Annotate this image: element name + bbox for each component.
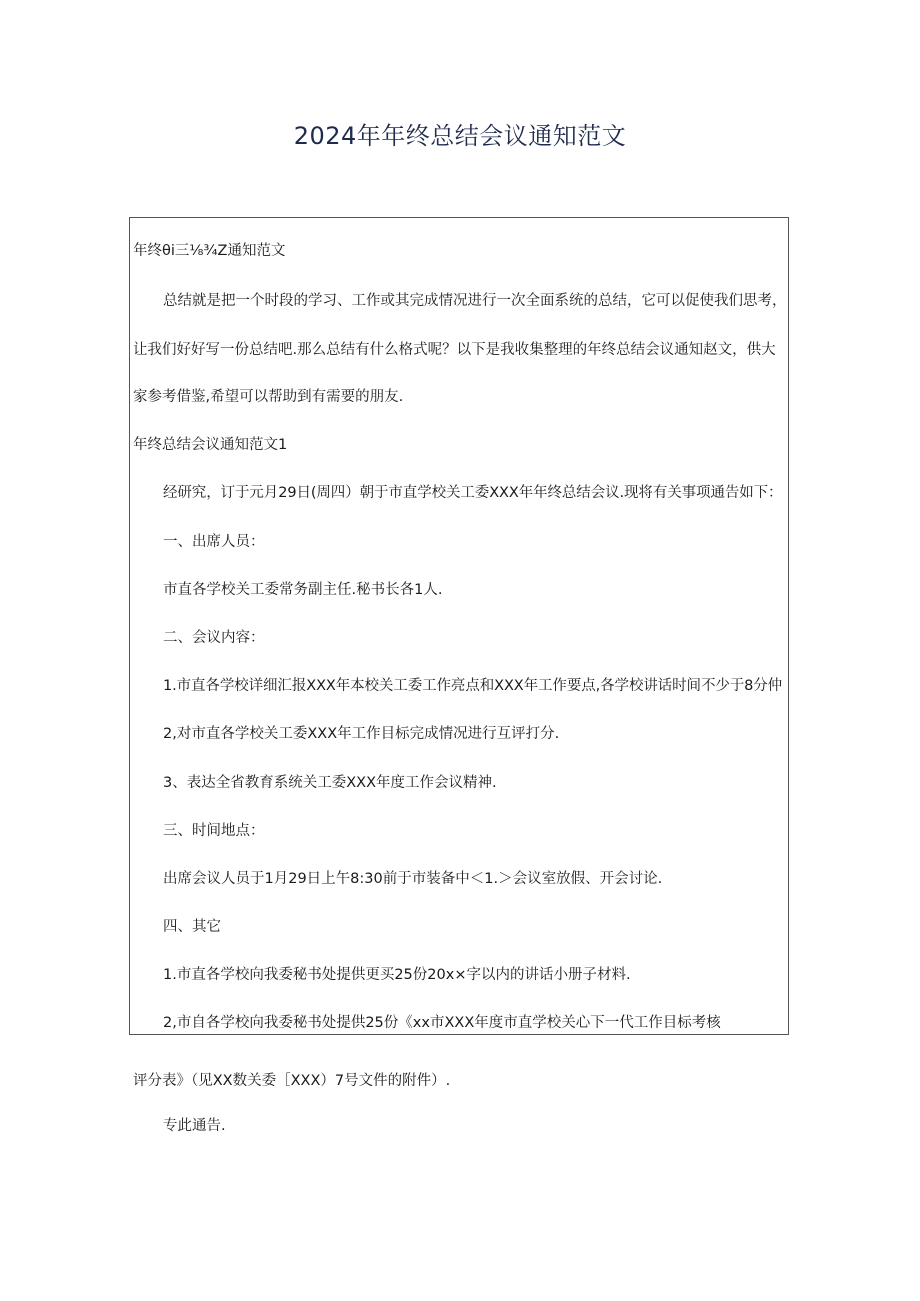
- agenda-item-1: 1.市直各学校详细汇报XXX年本校关工委工作亮点和XXX年工作要点,各学校讲话时间不少于8分仲: [163, 678, 783, 694]
- intro-paragraph-line-2: 让我们好好写一份总结吧.那么总结有什么格式呢？以下是我收集整理的年终总结会议通知赵文，供大: [133, 342, 776, 358]
- document-title: 2024年年终总结会议通知范文: [293, 122, 627, 150]
- agenda-item-3: 3、表达全省教育系统关工委XXX年度工作会议精神.: [163, 775, 497, 791]
- other-item-2: 2,市自各学校向我委秘书处提供25份《xx市XXX年度市直学校关心下一代工作目标考核: [163, 1015, 721, 1031]
- content-frame: [129, 217, 789, 1035]
- notice-opening: 经研究，订于元月29日(周四）朝于市直学校关工委XXX年年终总结会议.现将有关事项通告如下：: [163, 485, 783, 501]
- subtitle: 年终θi三⅛¾Z通知范文: [133, 243, 286, 259]
- heading-attendees: 一、出席人员：: [163, 534, 265, 550]
- heading-time-place: 三、时间地点：: [163, 823, 265, 839]
- heading-other: 四、其它: [163, 919, 221, 935]
- intro-paragraph-line-3: 家参考借鉴,希望可以帮助到有需要的朋友.: [133, 389, 404, 405]
- section-heading: 年终总结会议通知范文1: [133, 437, 288, 453]
- time-place-text: 出席会议人员于1月29日上午8:30前于市装备中＜1.＞会议室放假、开会讨论.: [163, 871, 663, 887]
- other-item-1: 1.市直各学校向我委秘书处提供更买25份20x×字以内的讲话小册子材料.: [163, 967, 631, 983]
- agenda-item-2: 2,对市直各学校关工委XXX年工作目标完成情况进行互评打分.: [163, 726, 560, 742]
- intro-paragraph-line-1: 总结就是把一个时段的学习、工作或其完成情况进行一次全面系统的总结，它可以促使我们思考，: [163, 293, 787, 309]
- closing-line: 专此通告.: [163, 1118, 226, 1134]
- attendees-text: 市直各学校关工委常务副主任.秘书长各1人.: [163, 582, 443, 598]
- heading-agenda: 二、会议内容：: [163, 630, 265, 646]
- other-item-2-continued: 评分表》（见XX数关委［XXX）7号文件的附件）.: [133, 1073, 451, 1089]
